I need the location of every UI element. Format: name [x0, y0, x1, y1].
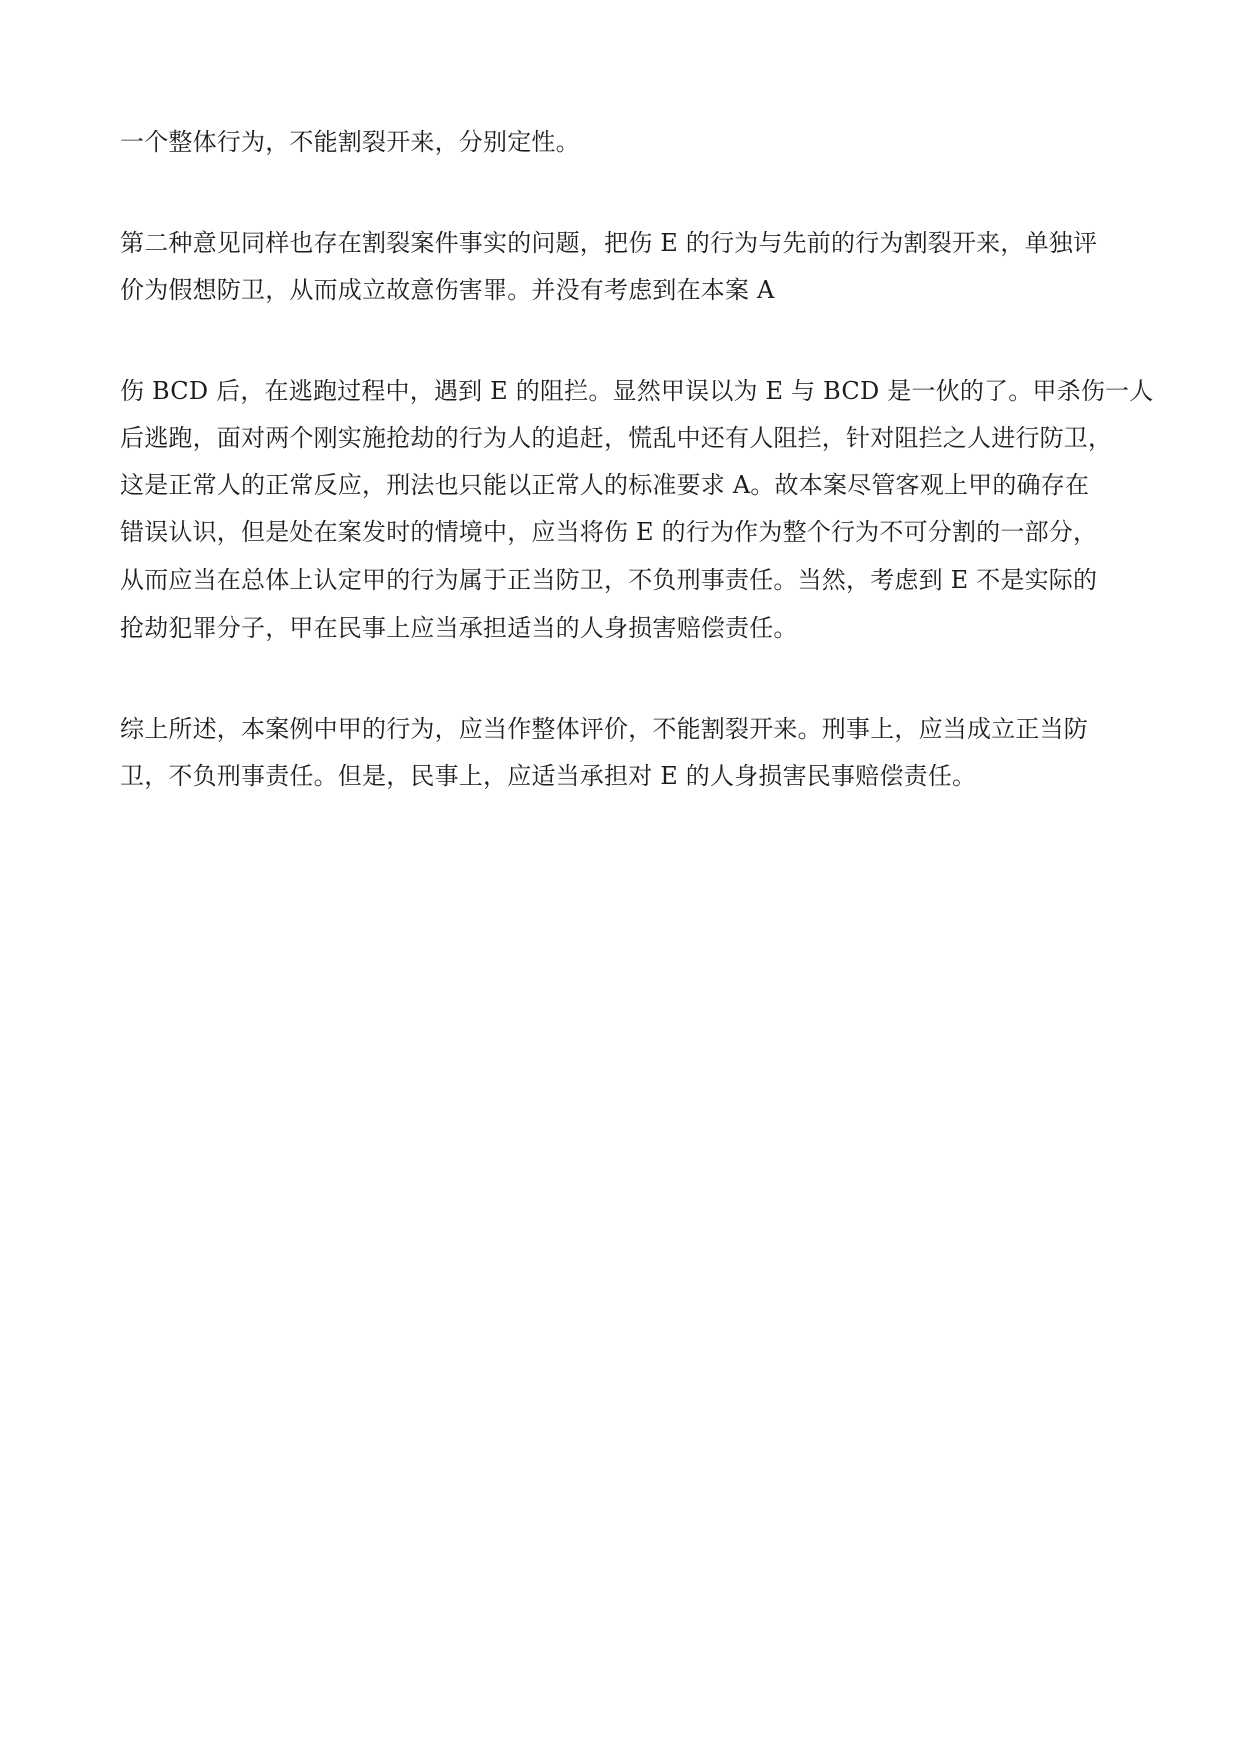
text-line: 抢劫犯罪分子，甲在民事上应当承担适当的人身损害赔偿责任。 — [120, 614, 798, 642]
text-line: 综上所述，本案例中甲的行为，应当作整体评价，不能割裂开来。刑事上，应当成立正当防 — [120, 715, 1088, 743]
text-line: 伤 BCD 后，在逃跑过程中，遇到 E 的阻拦。显然甲误以为 E 与 BCD 是一伙的了。甲杀伤一人 — [120, 377, 1154, 405]
text-line: 错误认识，但是处在案发时的情境中，应当将伤 E 的行为作为整个行为不可分割的一部分， — [120, 518, 1098, 546]
text-line: 卫，不负刑事责任。但是，民事上，应适当承担对 E 的人身损害民事赔偿责任。 — [120, 762, 977, 790]
text-line: 一个整体行为，不能割裂开来，分别定性。 — [120, 128, 580, 156]
text-line: 第二种意见同样也存在割裂案件事实的问题，把伤 E 的行为与先前的行为割裂开来，单独评 — [120, 229, 1098, 257]
text-line: 后逃跑，面对两个刚实施抢劫的行为人的追赶，慌乱中还有人阻拦，针对阻拦之人进行防卫， — [120, 424, 1113, 452]
text-line: 这是正常人的正常反应，刑法也只能以正常人的标准要求 A。故本案尽管客观上甲的确存在 — [120, 471, 1090, 499]
text-line: 价为假想防卫，从而成立故意伤害罪。并没有考虑到在本案 A — [120, 276, 775, 304]
text-line: 从而应当在总体上认定甲的行为属于正当防卫，不负刑事责任。当然，考虑到 E 不是实际的 — [120, 566, 1098, 594]
